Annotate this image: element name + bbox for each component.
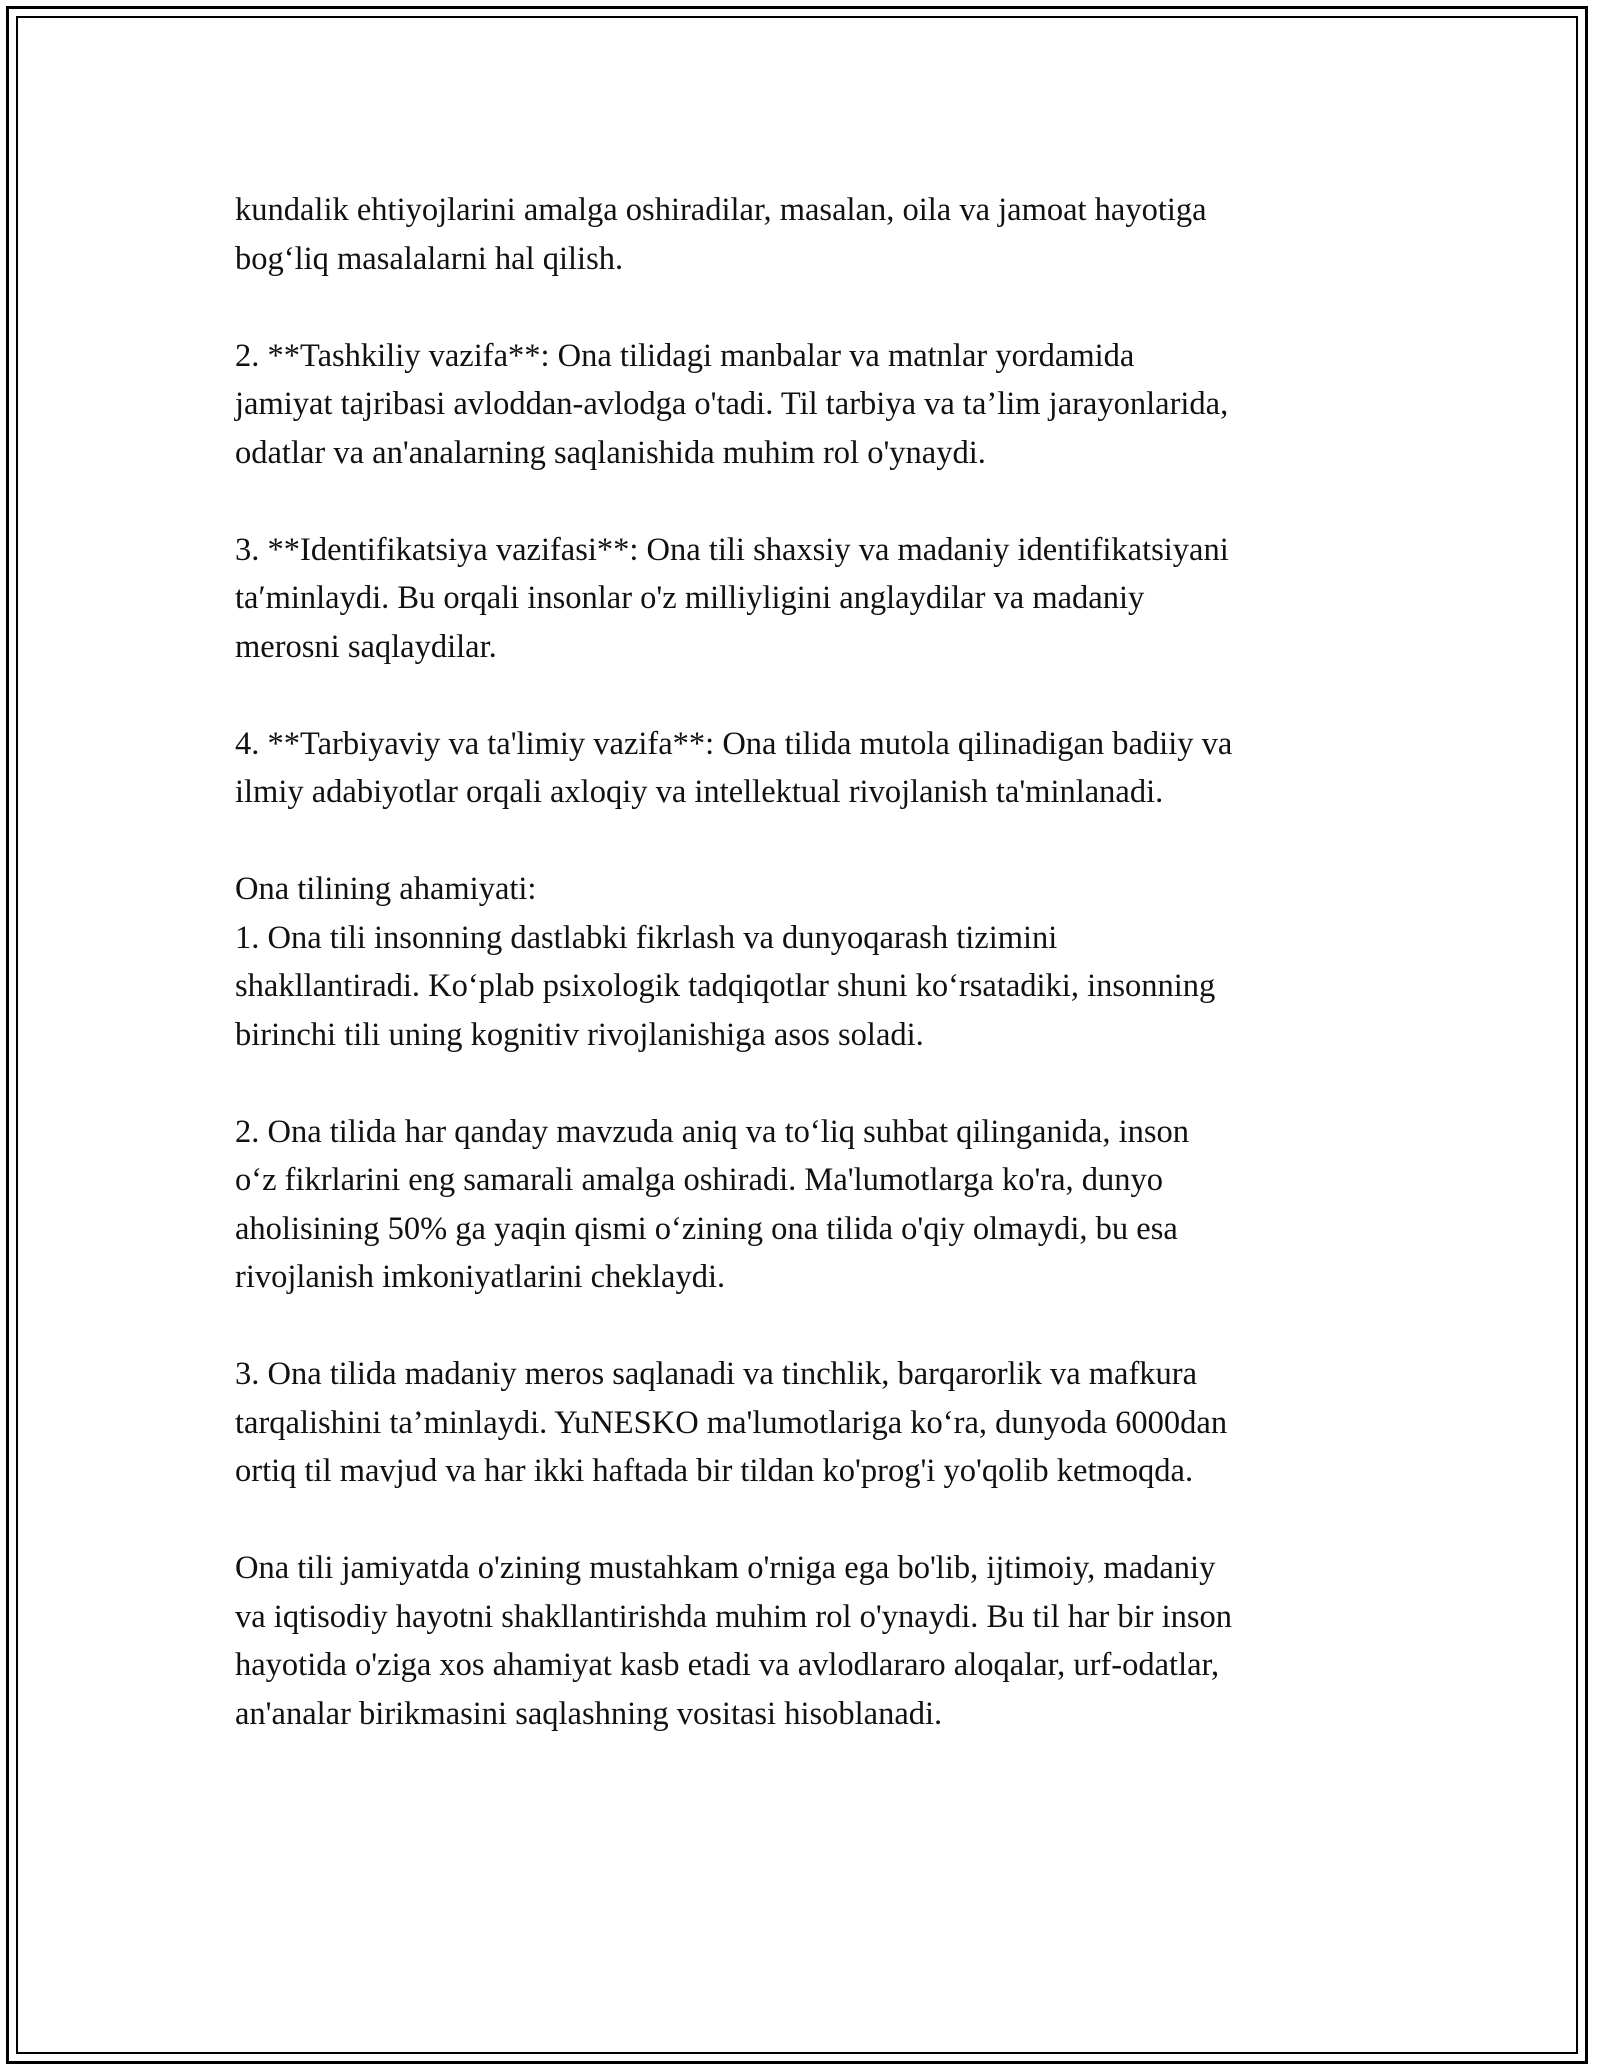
paragraph-educational-function: 4. **Tarbiyaviy va ta'limiy vazifa**: Ona tilida mutola qilinadigan badiiy va ilmiy adabiyotlar orqali axloqiy va intellektual rivojlanish ta'minlanadi.	[235, 725, 1233, 810]
section-heading-importance: Ona tilining ahamiyati:	[235, 871, 537, 907]
paragraph-conclusion: Ona tili jamiyatda o'zining mustahkam o'rniga ega bo'lib, ijtimoiy, madaniy va iqtisodiy hayotni shakllantirishda muhim rol o'ynaydi. Bu til har bir inson hayotida o'ziga xos ahamiyat kasb etadi va avlodlararo aloqalar, urf-odatlar, an'analar birikmasini saqlashning vositasi hisoblanadi.	[235, 1550, 1233, 1732]
paragraph-organizational-function: 2. **Tashkiliy vazifa**: Ona tilidagi manbalar va matnlar yordamida jamiyat tajribasi avloddan-avlodga o'tadi. Til tarbiya va ta’lim jarayonlarida, odatlar va an'analarning saqlanishida muhim rol o'ynaydi.	[235, 337, 1229, 471]
paragraph-importance-3: 3. Ona tilida madaniy meros saqlanadi va tinchlik, barqarorlik va mafkura tarqalishini ta’minlaydi. YuNESKO ma'lumotlariga ko‘ra, dunyoda 6000dan ortiq til mavjud va har ikki haftada bir tildan ko'prog'i yo'qolib ketmoqda.	[235, 1356, 1228, 1489]
paragraph-importance-2: 2. Ona tilida har qanday mavzuda aniq va to‘liq suhbat qilinganida, inson o‘z fikrlarini eng samarali amalga oshiradi. Ma'lumotlarga ko'ra, dunyo aholisining 50% ga yaqin qismi o‘zining ona tilida o'qiy olmaydi, bu esa rivojlanish imkoniyatlarini cheklaydi.	[235, 1113, 1190, 1295]
paragraph-importance-1: 1. Ona tili insonning dastlabki fikrlash va dunyoqarash tizimini shakllantiradi. Ko‘plab psixologik tadqiqotlar shuni ko‘rsatadiki, insonning birinchi tili uning kognitiv rivojlanishiga asos soladi.	[235, 919, 1216, 1053]
paragraph-identification-function: 3. **Identifikatsiya vazifasi**: Ona tili shaxsiy va madaniy identifikatsiyani ta′minlaydi. Bu orqali insonlar o'z milliyligini anglaydilar va madaniy merosni saqlaydilar.	[235, 531, 1229, 665]
document-body	[235, 186, 1370, 1787]
paragraph-continuation: kundalik ehtiyojlarini amalga oshiradilar, masalan, oila va jamoat hayotiga bog‘liq masalalarni hal qilish.	[235, 192, 1207, 277]
